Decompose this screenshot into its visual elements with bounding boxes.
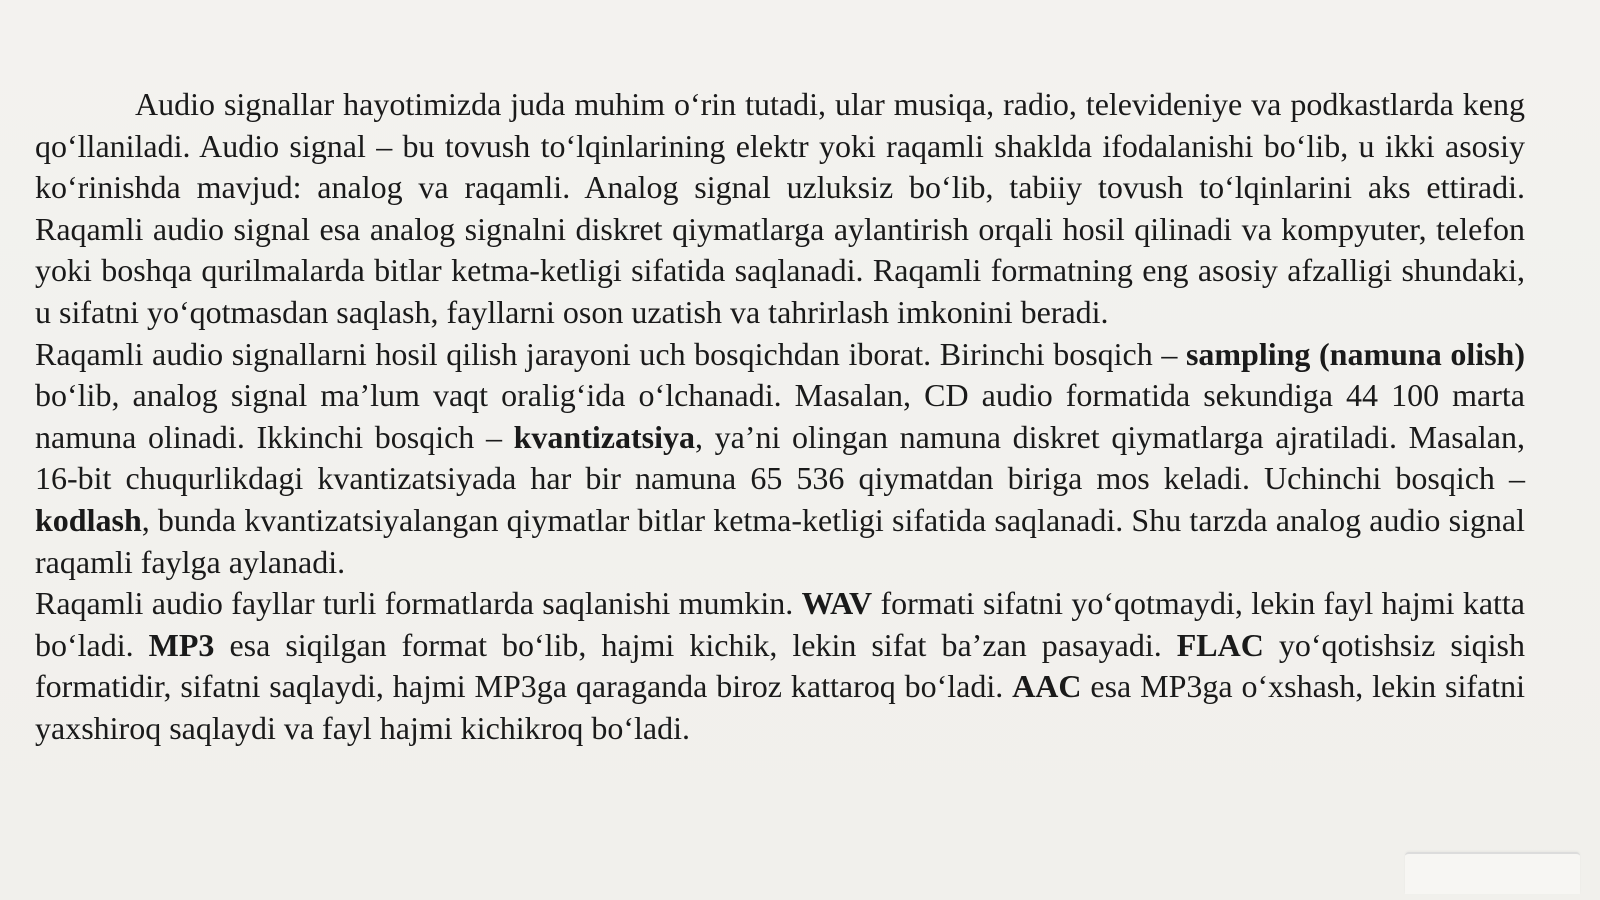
text-run: , ya’ni olingan namuna diskret qiymatlarga ajratiladi. Masalan, 16-bit chuqurlikdagi kvantizatsiyada har bir namuna 65 536 qiymatdan biriga mos keladi. Uchinchi bosqich – (35, 418, 1526, 497)
corner-tab (1405, 852, 1580, 894)
bold-term-flac: FLAC (1176, 626, 1264, 663)
paragraph-intro (35, 84, 1525, 334)
text-run: bo‘lib, analog signal ma’lum vaqt oralig‘ida o‘lchanadi. Masalan, CD audio formatida sekundiga 44 100 marta namuna olinadi. Ikkinchi bosqich – (35, 377, 1525, 455)
text-run: esa siqilgan format bo‘lib, hajmi kichik, lekin sifat ba’zan pasayadi. (214, 626, 1177, 663)
paragraph-digitization-steps (35, 334, 1525, 584)
bold-term-quantization: kvantizatsiya (513, 418, 695, 455)
body-text (35, 84, 1525, 750)
bold-term-aac: AAC (1012, 668, 1082, 705)
bold-term-mp3: MP3 (148, 626, 215, 663)
text-run: Audio signallar hayotimizda juda muhim o‘rin tutadi, ular musiqa, radio, televideniye va podkastlarda keng qo‘llaniladi. Audio signal – bu tovush to‘lqinlarining elektr yoki raqamli shaklda ifodalanishi bo‘lib, u ikki asosiy ko‘rinishda mavjud: analog va raqamli. Analog signal uzluksiz bo‘lib, tabiiy tovush to‘lqinlarini aks ettiradi. Raqamli audio signal esa analog signalni diskret qiymatlarga aylantirish orqali hosil qilinadi va kompyuter, telefon yoki boshqa qurilmalarda bitlar ketma-ketligi sifatida saqlanadi. Raqamli formatning eng asosiy afzalligi shundaki, u sifatni yo‘qotmasdan saqlash, fayllarni oson uzatish va tahrirlash imkonini beradi. (35, 86, 1525, 330)
text-run: esa MP3ga o‘xshash, lekin sifatni yaxshiroq saqlaydi va fayl hajmi kichikroq bo‘ladi. (35, 668, 1526, 746)
text-run: yo‘qotishsiz siqish formatidir, sifatni saqlaydi, hajmi MP3ga qaraganda biroz kattaroq bo‘ladi. (35, 626, 1526, 705)
bold-term-sampling: sampling (namuna olish) (1185, 335, 1525, 372)
bold-term-encoding: kodlash (35, 501, 142, 538)
text-run: formati sifatni yo‘qotmaydi, lekin fayl hajmi katta bo‘ladi. (35, 585, 1526, 663)
text-run: Raqamli audio signallarni hosil qilish jarayoni uch bosqichdan iborat. Birinchi bosqich – (35, 335, 1186, 372)
text-run: , bunda kvantizatsiyalangan qiymatlar bitlar ketma-ketligi sifatida saqlanadi. Shu tarzda analog audio signal raqamli faylga aylanadi. (35, 501, 1525, 580)
text-run: Raqamli audio fayllar turli formatlarda saqlanishi mumkin. (35, 585, 802, 622)
bold-term-wav: WAV (801, 585, 873, 622)
paragraph-formats (35, 583, 1525, 749)
